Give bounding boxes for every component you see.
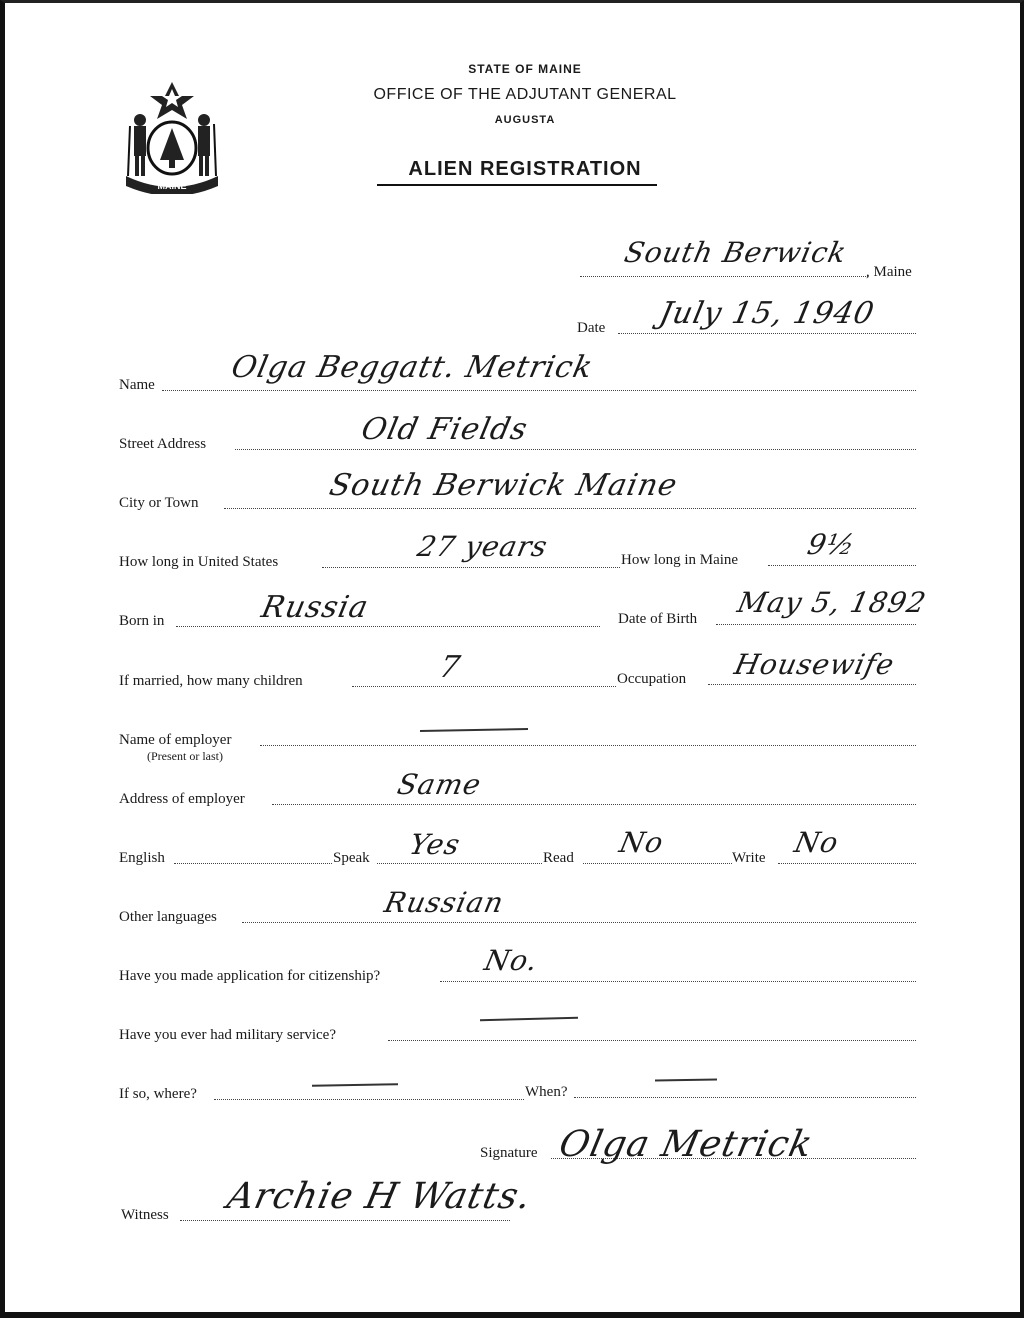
date-of-birth-label: Date of Birth bbox=[618, 611, 698, 627]
occupation-label: Occupation bbox=[617, 671, 687, 687]
name-value: Olga Beggatt. Metrick bbox=[228, 350, 597, 385]
employer-address-label: Address of employer bbox=[119, 791, 245, 807]
other-languages-value: Russian bbox=[381, 886, 508, 919]
date-dots bbox=[618, 333, 916, 334]
form-title: ALIEN REGISTRATION bbox=[408, 158, 642, 180]
write-value: No bbox=[791, 826, 842, 859]
street-value: Old Fields bbox=[358, 412, 532, 447]
write-dots bbox=[778, 863, 916, 864]
read-value: No bbox=[616, 826, 667, 859]
when-label: When? bbox=[525, 1084, 568, 1100]
how-long-us-label: How long in United States bbox=[119, 554, 279, 570]
title-underline bbox=[377, 184, 657, 186]
born-in-label: Born in bbox=[119, 613, 165, 629]
employer-sublabel: (Present or last) bbox=[147, 749, 223, 763]
header-state: STATE OF MAINE bbox=[468, 62, 582, 76]
name-label: Name bbox=[119, 377, 155, 393]
how-long-maine-value: 9½ bbox=[804, 528, 859, 561]
read-label: Read bbox=[543, 850, 574, 866]
employer-dots bbox=[260, 745, 916, 746]
english-label: English bbox=[119, 850, 165, 866]
speak-label: Speak bbox=[333, 850, 370, 866]
name-dots bbox=[162, 390, 916, 391]
employer-address-dots bbox=[272, 804, 916, 805]
city-value: South Berwick Maine bbox=[326, 468, 681, 503]
read-dots bbox=[583, 863, 732, 864]
other-languages-dots bbox=[242, 922, 916, 923]
employer-label: Name of employer bbox=[119, 732, 232, 748]
write-label: Write bbox=[732, 850, 766, 866]
how-long-us-dots bbox=[322, 567, 620, 568]
maine-state-seal bbox=[118, 76, 226, 194]
occupation-dots bbox=[708, 684, 916, 685]
children-dots bbox=[352, 686, 616, 687]
location-value: South Berwick bbox=[621, 236, 850, 269]
employer-address-value: Same bbox=[394, 768, 485, 801]
occupation-value: Housewife bbox=[731, 648, 898, 681]
military-label: Have you ever had military service? bbox=[119, 1027, 336, 1043]
location-dots bbox=[580, 276, 868, 277]
date-label: Date bbox=[577, 320, 606, 336]
when-dots bbox=[574, 1097, 916, 1098]
english-dots bbox=[174, 863, 332, 864]
seal-banner-text: MAINE bbox=[157, 181, 187, 191]
speak-dots bbox=[377, 863, 542, 864]
signature-label: Signature bbox=[480, 1145, 538, 1161]
witness-dots bbox=[180, 1220, 510, 1221]
where-dots bbox=[214, 1099, 524, 1100]
citizenship-value: No. bbox=[481, 944, 542, 977]
how-long-maine-dots bbox=[768, 565, 916, 566]
how-long-us-value: 27 years bbox=[414, 530, 551, 563]
witness-value: Archie H Watts. bbox=[223, 1176, 536, 1217]
city-label: City or Town bbox=[119, 495, 199, 511]
header-office: OFFICE OF THE ADJUTANT GENERAL bbox=[373, 86, 677, 103]
location-suffix: , Maine bbox=[866, 264, 912, 280]
where-label: If so, where? bbox=[119, 1086, 197, 1102]
date-value: July 15, 1940 bbox=[656, 296, 878, 331]
header-city: AUGUSTA bbox=[494, 114, 556, 126]
born-in-value: Russia bbox=[258, 590, 372, 625]
witness-label: Witness bbox=[121, 1207, 169, 1223]
children-value: 7 bbox=[436, 650, 464, 685]
date-of-birth-dots bbox=[716, 624, 916, 625]
how-long-maine-label: How long in Maine bbox=[621, 552, 739, 568]
street-dots bbox=[235, 449, 916, 450]
city-dots bbox=[224, 508, 916, 509]
citizenship-label: Have you made application for citizenship? bbox=[119, 968, 381, 984]
military-dots bbox=[388, 1040, 916, 1041]
speak-value: Yes bbox=[406, 828, 464, 861]
street-label: Street Address bbox=[119, 436, 207, 452]
signature-value: Olga Metrick bbox=[555, 1124, 817, 1165]
born-in-dots bbox=[176, 626, 600, 627]
children-label: If married, how many children bbox=[119, 673, 303, 689]
other-languages-label: Other languages bbox=[119, 909, 217, 925]
date-of-birth-value: May 5, 1892 bbox=[734, 586, 930, 619]
citizenship-dots bbox=[440, 981, 916, 982]
